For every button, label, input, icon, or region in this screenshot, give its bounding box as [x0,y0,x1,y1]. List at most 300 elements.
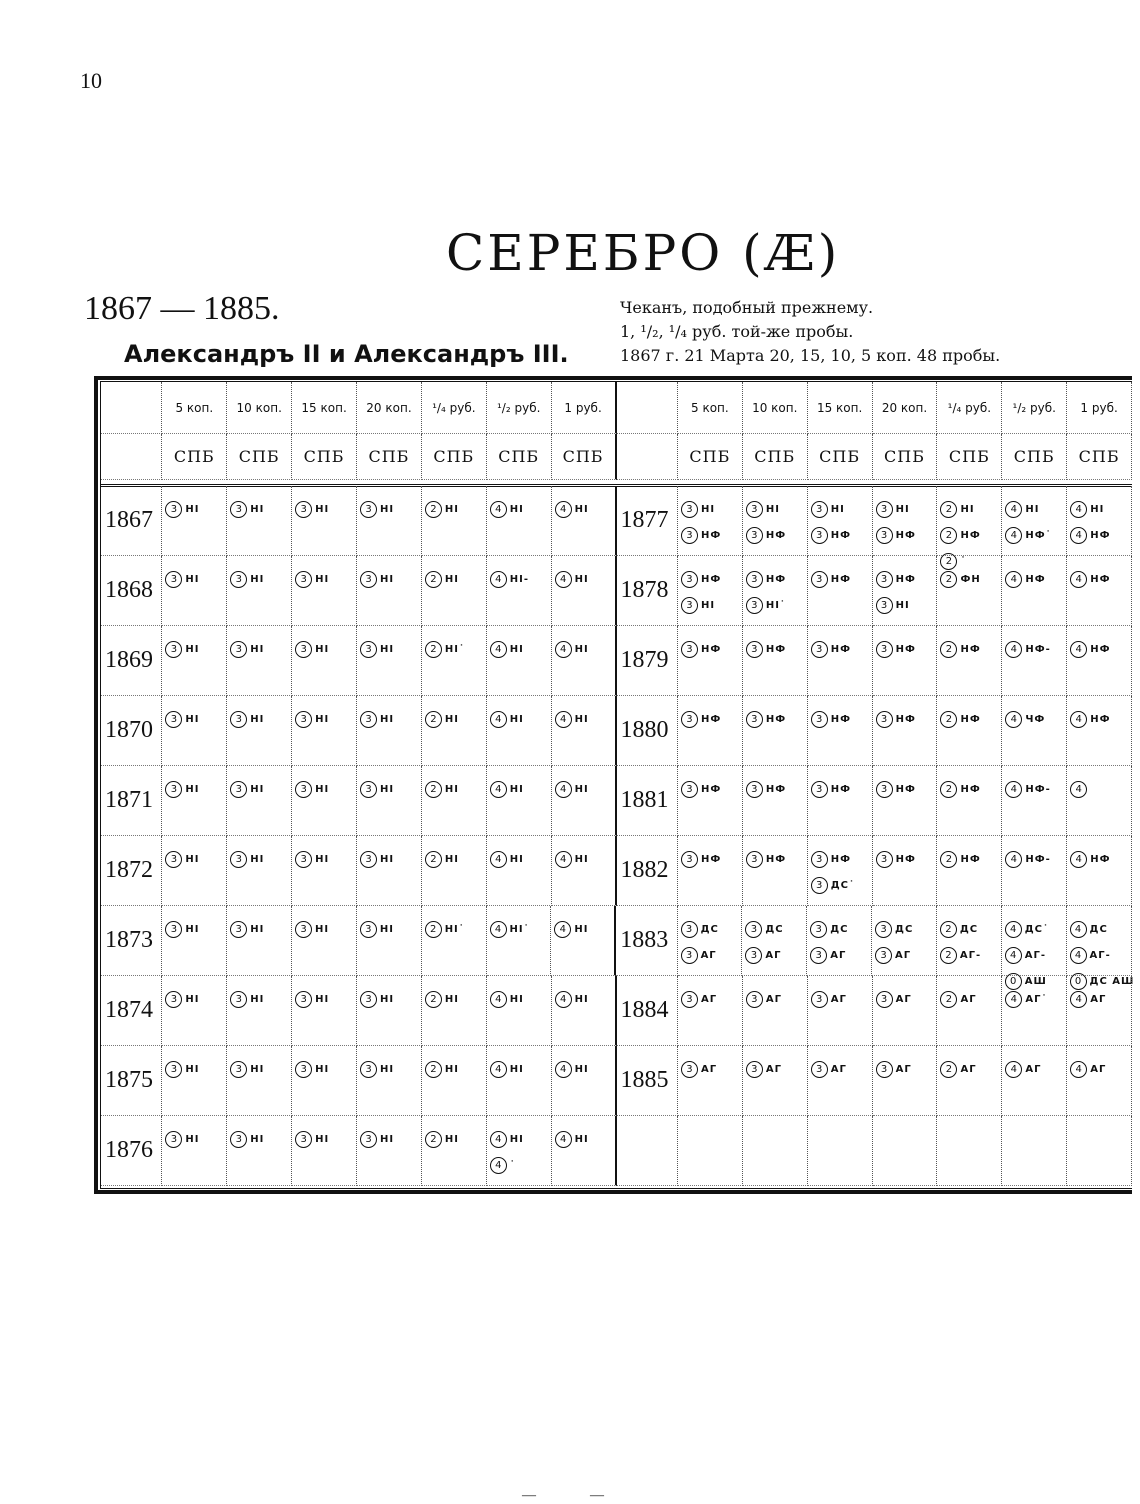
coin-cell [678,1046,743,1116]
circled-grade-icon: 3 [745,921,762,938]
mintmaster-initials: НІ˙ [444,644,466,655]
coin-cell [487,486,552,556]
mintmaster-initials: НІ [380,644,395,655]
mintmaster-initials: АГ- [1024,950,1046,961]
mintmaster-initials: АГ [895,1064,912,1075]
mint-mark [1005,777,1050,802]
mint-mark [230,987,264,1012]
mint-mark [1070,497,1104,522]
mintmaster-initials: НФ [830,530,852,541]
circled-grade-icon: 4 [490,851,507,868]
circled-grade-icon: 3 [876,641,893,658]
circled-grade-icon: 3 [230,851,247,868]
circled-grade-icon: 3 [681,991,698,1008]
mint-mark [940,567,980,592]
circled-grade-icon: 2 [425,571,442,588]
mint-mark [230,847,264,872]
coin-cell [1002,486,1067,556]
circled-grade-icon: 4 [490,991,507,1008]
coin-cell [162,836,227,906]
mintmaster-initials: НІ [315,504,330,515]
mark-line [940,636,1001,662]
mint-mark [165,637,199,662]
mint-mark [425,497,459,522]
mark-line [681,986,742,1012]
coin-cell [551,906,616,976]
mint-mark [681,847,721,872]
circled-grade-icon: 3 [360,921,377,938]
mintmaster-initials: АШ [1024,976,1047,987]
mint-mark [811,847,851,872]
circled-grade-icon: 4 [1070,527,1087,544]
mint-mark [360,707,394,732]
year-row [101,976,1132,1046]
mintmaster-initials: АГ [700,994,718,1005]
mint-mark [811,987,847,1012]
note-line-2: 1, ¹/₂, ¹/₄ руб. той-же пробы. [620,322,854,341]
mint-mark [876,777,916,802]
year-label: 1877 [617,486,678,556]
mintmaster-initials: НІ [380,504,395,515]
mark-line [230,916,291,942]
mint-mark [555,497,589,522]
mintmaster-initials: ДС [1089,924,1108,935]
mint-mark [490,1127,524,1152]
mint-mark [681,497,715,522]
mark-line [555,846,615,872]
mint-mark [681,593,715,618]
denomination-header: ¹/₂ руб. [487,382,552,434]
mark-line [490,566,551,592]
mint-mark-header: СПБ [227,434,292,480]
denomination-header: 20 коп. [873,382,938,434]
mintmaster-initials: ДС˙ [1024,924,1049,935]
circled-grade-icon: 3 [295,781,312,798]
mintmaster-initials: НІ [509,504,524,515]
mint-mark [940,707,980,732]
mint-mark [746,987,782,1012]
mintmaster-initials: НІ [700,600,716,611]
circled-grade-icon: 2 [940,641,957,658]
mintmaster-initials: НФ [895,644,916,655]
mintmaster-initials: НІ [444,784,460,795]
circled-grade-icon: 2 [940,571,957,588]
coin-cell [357,626,422,696]
mark-line [425,566,486,592]
coin-cell [422,696,487,766]
mint-mark-header: СПБ [357,434,422,480]
coin-cell [552,626,617,696]
mintmaster-initials: АГ- [959,950,982,961]
mark-line [490,496,551,522]
circled-grade-icon: 3 [811,991,828,1008]
mintmaster-initials: НІ [315,1134,330,1145]
circled-grade-icon: 4 [1005,991,1022,1008]
mint-mark [165,847,199,872]
mint-mark [295,917,329,942]
mint-mark [425,567,459,592]
mint-mark [1005,847,1050,872]
coin-cell [1067,976,1132,1046]
mark-line [1005,522,1066,548]
mark-line [295,986,356,1012]
mintmaster-initials: НФ [700,784,722,795]
circled-grade-icon: 2 [425,991,442,1008]
circled-grade-icon: 4 [1005,641,1022,658]
coin-cell [743,626,808,696]
mark-line [230,706,291,732]
denomination-header: ¹/₄ руб. [937,382,1002,434]
mintmaster-initials: НФ [1090,644,1111,655]
coin-cell [422,1046,487,1116]
coin-cell [808,1116,873,1186]
coin-cell [1002,766,1067,836]
mint-mark [555,1057,589,1082]
denomination-header: 15 коп. [292,382,357,434]
coin-cell [872,906,937,976]
mint-mark-header: СПБ [1002,434,1067,480]
mark-line [940,942,1001,968]
mint-mark [555,987,589,1012]
mint-mark [295,1057,329,1082]
circled-grade-icon: 3 [230,921,247,938]
mint-mark [165,777,199,802]
mint-mark [490,847,524,872]
circled-grade-icon: 2 [425,851,442,868]
mint-mark [490,1057,524,1082]
mark-line [681,942,742,968]
mintmaster-initials: НФ [830,714,852,725]
circled-grade-icon: 4 [555,641,572,658]
denomination-header: 20 коп. [357,382,422,434]
mintmaster-initials: АГ [700,950,717,961]
mark-line [230,566,291,592]
mark-line [490,776,551,802]
coin-cell [227,836,292,906]
mint-row [101,434,1132,480]
year-label: 1885 [617,1046,678,1116]
coin-cell [292,696,357,766]
year-row [101,486,1132,567]
mintmaster-initials: ДС˙ [830,880,855,891]
circled-grade-icon: 4 [1070,571,1087,588]
mint-mark [165,707,199,732]
mint-mark [425,847,459,872]
circled-grade-icon: 3 [876,991,893,1008]
mint-mark [555,707,589,732]
circled-grade-icon: 3 [810,921,827,938]
coin-cell [937,1046,1002,1116]
mark-line [165,1056,226,1082]
coin-cell [422,906,487,976]
mint-mark [681,637,721,662]
mint-mark [940,1057,976,1082]
footer-dash: — [522,1488,536,1503]
circled-grade-icon: 4 [1070,711,1087,728]
mark-line [940,986,1001,1012]
header-year-cell [101,382,162,434]
mint-mark [555,567,589,592]
mint-mark-header: СПБ [162,434,227,480]
mark-line [490,846,551,872]
circled-grade-icon: 4 [555,1131,572,1148]
mint-mark [746,707,786,732]
mintmaster-initials: НІ [380,854,395,865]
circled-grade-icon: 3 [360,641,377,658]
mint-mark-header: СПБ [1067,434,1132,480]
circled-grade-icon: 2 [425,501,442,518]
page-title: СЕРЕБРО (Æ) [446,224,841,282]
circled-grade-icon: 3 [165,1131,182,1148]
coin-cell [162,486,227,556]
mark-line [746,986,807,1012]
mark-line [1070,566,1131,592]
mintmaster-initials: НІ [765,504,780,515]
mintmaster-initials: НІ [315,994,330,1005]
coin-cell [873,556,938,626]
coin-cell [808,976,873,1046]
mint-mark [360,567,394,592]
circled-grade-icon: 2 [940,921,957,938]
coin-cell [1002,906,1067,987]
coin-cell [357,486,422,556]
coin-cell [678,976,743,1046]
circled-grade-icon: 4 [1005,1061,1022,1078]
mintmaster-initials: НІ [380,1064,395,1075]
mark-line [940,1056,1001,1082]
note-line-3: 1867 г. 21 Марта 20, 15, 10, 5 коп. 48 пробы. [620,346,1001,365]
coin-cell [807,906,872,976]
mint-mark [876,1057,912,1082]
circled-grade-icon: 3 [681,501,698,518]
mintmaster-initials: НІ [574,784,589,795]
mark-line [1005,636,1066,662]
coin-cell [678,696,743,766]
mark-line [360,636,421,662]
mintmaster-initials: НІ [250,714,265,725]
circled-grade-icon: 3 [165,921,182,938]
circled-grade-icon: 4 [1005,501,1022,518]
coin-cell [937,906,1002,976]
coin-cell [743,556,808,626]
mint-mark [940,777,980,802]
coin-cell [1067,766,1132,836]
mintmaster-initials: АГ [830,950,847,961]
mintmaster-initials: НФ [765,714,787,725]
mintmaster-initials: ДС [700,924,719,935]
circled-grade-icon: 4 [490,781,507,798]
circled-grade-icon: 4 [555,711,572,728]
mintmaster-initials: ЧФ [1025,714,1046,725]
mintmaster-initials: НІ [250,854,265,865]
mark-line [165,496,226,522]
mintmaster-initials: НІ [185,1064,200,1075]
mark-line [940,566,1001,592]
mint-mark [425,637,465,662]
circled-grade-icon: 3 [165,851,182,868]
coin-cell [487,906,552,976]
mintmaster-initials: НІ [574,574,589,585]
coin-cell [487,976,552,1046]
circled-grade-icon: 3 [165,991,182,1008]
mintmaster-initials: НІ [315,574,330,585]
coin-cell [422,486,487,556]
mark-line [1070,706,1131,732]
mint-mark [746,847,786,872]
coin-cell [678,626,743,696]
mintmaster-initials: НІ [444,504,460,515]
coin-cell [1002,976,1067,1046]
mintmaster-initials: ДС АШ [1089,976,1135,987]
mintmaster-initials: АГ [960,1064,977,1075]
mint-mark [940,523,980,548]
mintmaster-initials: ДС [895,924,914,935]
circled-grade-icon: 3 [230,501,247,518]
mark-line [360,916,421,942]
mark-line [876,706,937,732]
coin-cell [292,766,357,836]
mark-line [425,846,486,872]
mark-line [811,986,872,1012]
mint-mark [811,707,851,732]
coin-cell [552,486,617,556]
coin-cell [422,836,487,906]
header-row [101,382,1132,434]
mintmaster-initials: НІ [444,854,460,865]
mintmaster-initials: НІ [185,924,200,935]
mark-line [746,566,807,592]
denomination-header: 5 коп. [678,382,743,434]
coin-cell [552,766,617,836]
year-label [617,1116,678,1186]
mark-line [425,776,486,802]
mintmaster-initials: НІ [185,504,200,515]
coin-cell [743,976,808,1046]
mintmaster-initials: НІ [315,714,330,725]
coin-cell [808,1046,873,1116]
mark-line [1070,496,1131,522]
mint-mark [1005,1057,1041,1082]
mark-line [940,846,1001,872]
mint-mark [1070,781,1090,798]
mintmaster-initials: НФ [895,574,916,585]
circled-grade-icon: 3 [746,597,763,614]
circled-grade-icon: 3 [295,571,312,588]
circled-grade-icon: 3 [295,641,312,658]
circled-grade-icon: 3 [810,947,827,964]
mint-mark [554,917,588,942]
mark-line [555,776,615,802]
mintmaster-initials: НФ [830,784,852,795]
mark-line [490,986,551,1012]
mint-mark [811,1057,847,1082]
mintmaster-initials: НІ [380,574,395,585]
circled-grade-icon: 4 [555,851,572,868]
coin-cell [1067,1046,1132,1116]
circled-grade-icon: 3 [681,781,698,798]
mintmaster-initials: НІ [315,854,330,865]
year-label: 1871 [101,766,162,836]
circled-grade-icon: 3 [746,527,763,544]
mintmaster-initials: НІ [444,1064,460,1075]
coin-cell [1002,1046,1067,1116]
mint-mark [1070,1057,1106,1082]
coin-cell [808,626,873,696]
mark-line [746,522,807,548]
mint-mark [230,917,264,942]
mintmaster-initials: НІ [509,644,524,655]
coin-cell [292,1046,357,1116]
coin-cell [227,696,292,766]
coin-cell [487,1046,552,1116]
mark-line [295,496,356,522]
mint-mark [811,567,851,592]
mark-line [681,916,742,942]
circled-grade-icon: 3 [230,711,247,728]
mint-mark [490,777,524,802]
date-range: 1867 — 1885. [84,290,280,327]
mark-line [811,1056,872,1082]
mintmaster-initials: НФ [1025,574,1046,585]
circled-grade-icon: 3 [295,1061,312,1078]
circled-grade-icon: 4 [555,781,572,798]
mark-line [360,1126,421,1152]
coin-cell [552,696,617,766]
coin-cell [1002,1116,1067,1186]
year-label: 1867 [101,486,162,556]
mintmaster-initials: НІ [574,714,589,725]
mintmaster-initials: НФ- [1025,644,1051,655]
coin-cell [873,696,938,766]
mark-line [1005,986,1066,1012]
mint-mark [1005,987,1047,1012]
coin-cell [937,486,1002,567]
circled-grade-icon: 4 [1070,641,1087,658]
mark-line [360,986,421,1012]
mint-mark [940,497,974,522]
mint-mark [681,777,721,802]
mark-line [360,1056,421,1082]
mint-mark [425,1057,459,1082]
mint-mark [425,917,465,942]
mintmaster-initials: НІ [509,854,524,865]
coin-cell [292,906,357,976]
mint-mark [746,777,786,802]
mintmaster-initials: НІ [185,644,200,655]
circled-grade-icon: 3 [811,527,828,544]
mint-mark [490,1153,516,1178]
mark-line [295,636,356,662]
year-label: 1872 [101,836,162,906]
mintmaster-initials: НІ [574,854,589,865]
denomination-header: 15 коп. [808,382,873,434]
mark-line [425,916,486,942]
mintmaster-initials: АГ [895,950,912,961]
mintmaster-initials: НІ [379,924,394,935]
circled-grade-icon: 3 [811,711,828,728]
circled-grade-icon: 2 [425,781,442,798]
coin-cell [743,696,808,766]
footer-dash: — [590,1488,604,1503]
mint-mark [1070,567,1110,592]
mark-line [555,566,615,592]
mint-mark [425,777,459,802]
mark-line [1070,942,1132,968]
mark-line [230,496,291,522]
mintmaster-initials: АГ˙ [1025,994,1048,1005]
circled-grade-icon: 3 [875,947,892,964]
circled-grade-icon: 3 [360,571,377,588]
